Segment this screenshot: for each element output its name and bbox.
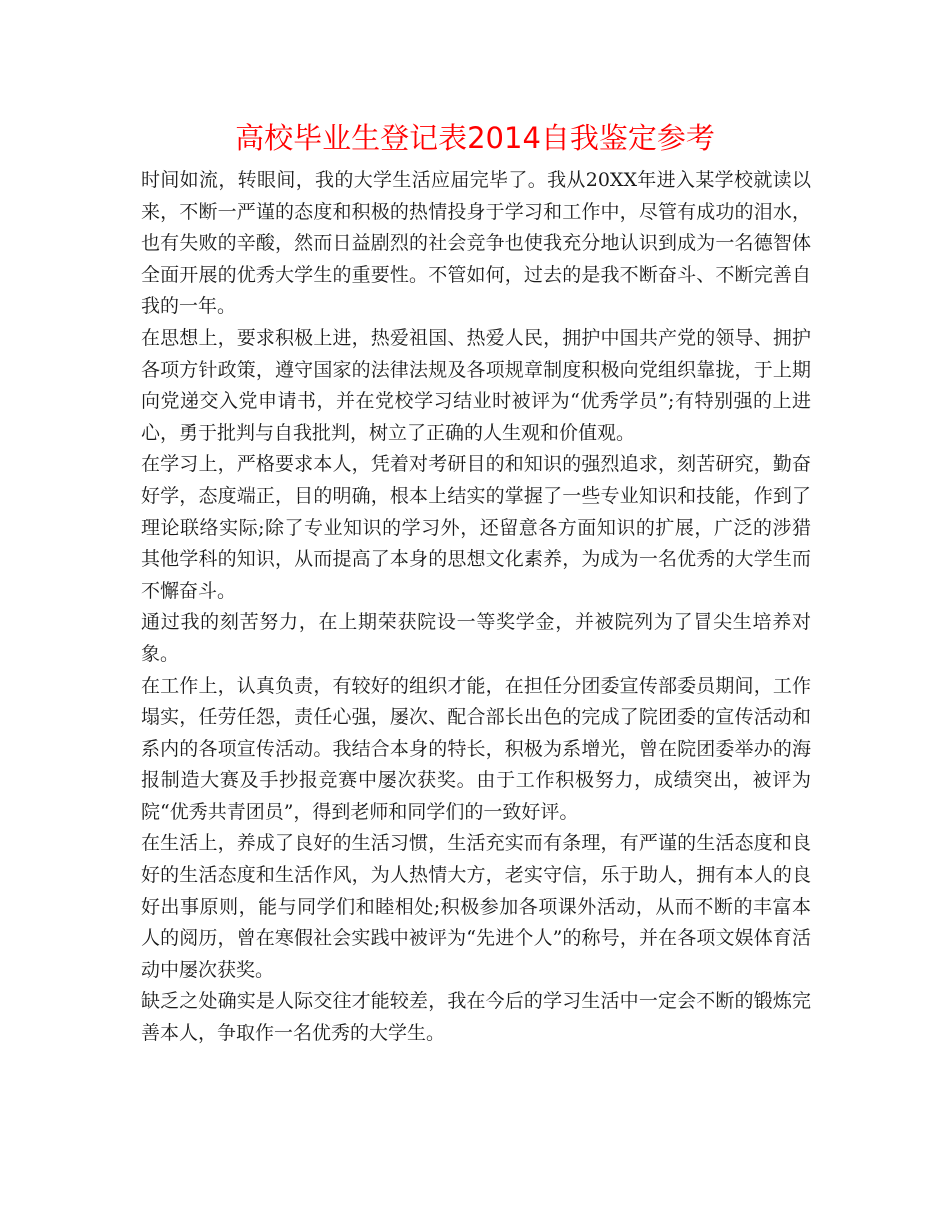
paragraph-ideology: 在思想上，要求积极上进，热爱祖国、热爱人民，拥护中国共产党的领导、拥护各项方针政策，遵守国家的法律法规及各项规章制度积极向党组织靠拢，于上期向党递交入党申请书，并在党校学习结业时被评为“优秀学员”;有特别强的上进心，勇于批判与自我批判，树立了正确的人生观和价值观。 — [141, 326, 811, 444]
paragraph-life: 在生活上，养成了良好的生活习惯，生活充实而有条理，有严谨的生活态度和良好的生活态度和生活作风，为人热情大方，老实守信，乐于助人，拥有本人的良好出事原则，能与同学们和睦相处;积极参加各项课外活动，从而不断的丰富本人的阅历，曾在寒假社会实践中被评为“先进个人”的称号，并在各项文娱体育活动中屡次获奖。 — [141, 832, 811, 981]
document-title: 高校毕业生登记表2014自我鉴定参考 — [235, 121, 715, 155]
paragraph-intro: 时间如流，转眼间，我的大学生活应届完毕了。我从20XX年进入某学校就读以来，不断一严谨的态度和积极的热情投身于学习和工作中，尽管有成功的泪水，也有失败的辛酸，然而日益剧烈的社会竞争也使我充分地认识到成为一名德智体全面开展的优秀大学生的重要性。不管如何，过去的是我不断奋斗、不断完善自我的一年。 — [141, 169, 811, 318]
paragraph-study: 在学习上，严格要求本人，凭着对考研目的和知识的强烈追求，刻苦研究，勤奋好学，态度端正，目的明确，根本上结实的掌握了一些专业知识和技能，作到了理论联络实际;除了专业知识的学习外，还留意各方面知识的扩展，广泛的涉猎其他学科的知识，从而提高了本身的思想文化素养，为成为一名优秀的大学生而不懈奋斗。 — [141, 453, 811, 602]
paragraph-shortcomings: 缺乏之处确实是人际交往才能较差，我在今后的学习生活中一定会不断的锻炼完善本人，争取作一名优秀的大学生。 — [141, 990, 811, 1045]
paragraph-scholarship: 通过我的刻苦努力，在上期荣获院设一等奖学金，并被院列为了冒尖生培养对象。 — [141, 611, 811, 665]
paragraph-work: 在工作上，认真负责，有较好的组织才能，在担任分团委宣传部委员期间，工作塌实，任劳任怨，责任心强，屡次、配合部长出色的完成了院团委的宣传活动和系内的各项宣传活动。我结合本身的特长，积极为系增光，曾在院团委举办的海报制造大赛及手抄报竞赛中屡次获奖。由于工作积极努力，成绩突出，被评为院“优秀共青团员”，得到老师和同学们的一致好评。 — [141, 674, 811, 823]
document-body — [141, 165, 811, 1050]
